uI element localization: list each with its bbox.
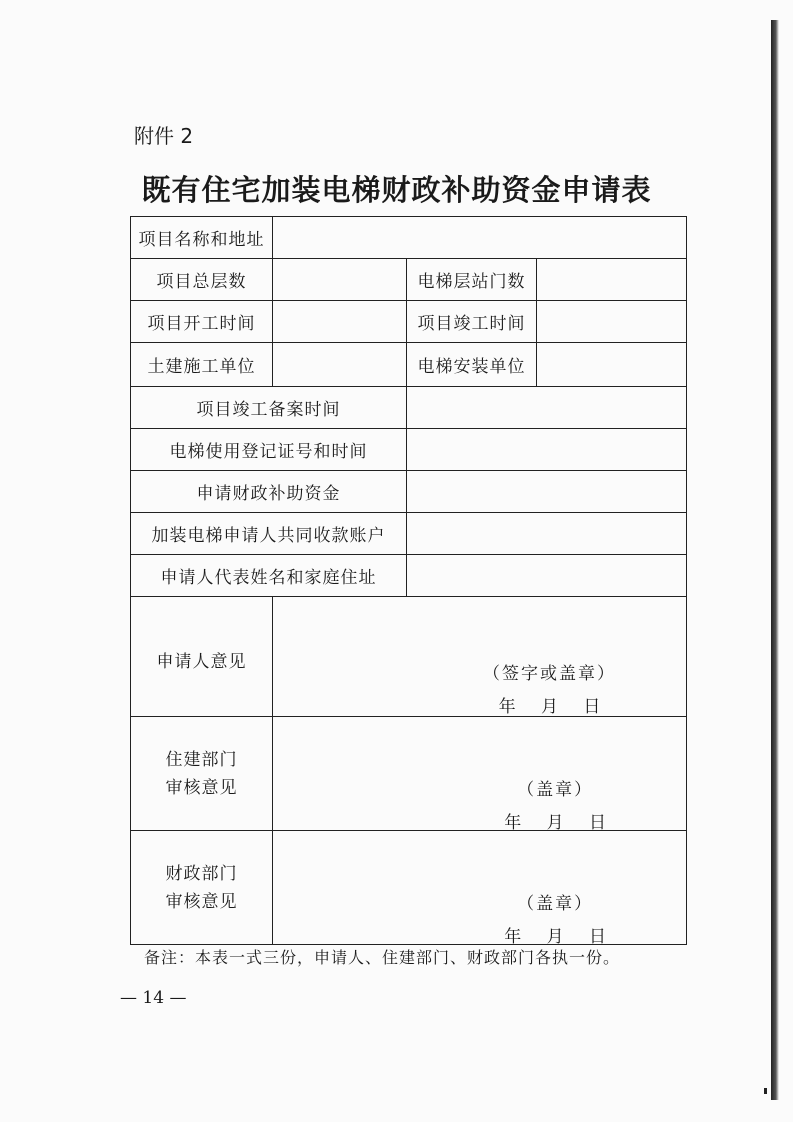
installation-unit-label: 电梯安装单位: [407, 343, 537, 387]
seal-label: （盖章）: [517, 780, 594, 800]
date-line: 年 月 日: [504, 927, 606, 947]
completion-filing-field[interactable]: [407, 387, 687, 429]
total-floors-label: 项目总层数: [131, 259, 273, 301]
applicant-opinion-label: 申请人意见: [131, 597, 273, 717]
construction-unit-label: 土建施工单位: [131, 343, 273, 387]
elevator-stops-field[interactable]: [537, 259, 687, 301]
application-form-table: [130, 216, 687, 945]
footnote: 备注：本表一式三份，申请人、住建部门、财政部门各执一份。: [144, 948, 621, 967]
form-row: [131, 555, 687, 597]
representative-label: 申请人代表姓名和家庭住址: [131, 555, 407, 597]
finance-opinion-field[interactable]: [273, 831, 687, 945]
form-row: [131, 343, 687, 387]
form-row: [131, 259, 687, 301]
form-row: [131, 513, 687, 555]
construction-unit-field[interactable]: [273, 343, 407, 387]
signature-block: [483, 659, 616, 717]
representative-field[interactable]: [407, 555, 687, 597]
subsidy-amount-label: 申请财政补助资金: [131, 471, 407, 513]
date-line: 年 月 日: [498, 697, 601, 717]
form-row-project: [131, 217, 687, 259]
project-name-field[interactable]: [273, 217, 687, 259]
account-label: 加装电梯申请人共同收款账户: [131, 513, 407, 555]
applicant-opinion-field[interactable]: [273, 597, 687, 717]
signature-block: [494, 889, 616, 947]
registration-field[interactable]: [407, 429, 687, 471]
project-name-label: 项目名称和地址: [131, 217, 273, 259]
finance-opinion-label: 财政部门 审核意见: [131, 831, 273, 945]
form-row: [131, 301, 687, 343]
elevator-stops-label: 电梯层站门数: [407, 259, 537, 301]
signature-block: [494, 775, 616, 833]
form-row: [131, 471, 687, 513]
page-number: — 14 —: [120, 988, 187, 1008]
installation-unit-field[interactable]: [537, 343, 687, 387]
form-row: [131, 387, 687, 429]
attachment-label: 附件 2: [134, 124, 194, 148]
completion-date-label: 项目竣工时间: [407, 301, 537, 343]
account-field[interactable]: [407, 513, 687, 555]
start-date-label: 项目开工时间: [131, 301, 273, 343]
form-title: 既有住宅加装电梯财政补助资金申请表: [141, 173, 652, 207]
housing-opinion-label: 住建部门 审核意见: [131, 717, 273, 831]
housing-opinion-field[interactable]: [273, 717, 687, 831]
opinion-row-housing: [131, 717, 687, 831]
seal-label: （签字或盖章）: [483, 664, 616, 684]
subsidy-amount-field[interactable]: [407, 471, 687, 513]
opinion-row-finance: [131, 831, 687, 945]
form-row: [131, 429, 687, 471]
completion-filing-label: 项目竣工备案时间: [131, 387, 407, 429]
seal-label: （盖章）: [517, 894, 594, 914]
opinion-row-applicant: [131, 597, 687, 717]
date-line: 年 月 日: [504, 813, 606, 833]
registration-label: 电梯使用登记证号和时间: [131, 429, 407, 471]
scan-mark: [764, 1088, 767, 1094]
total-floors-field[interactable]: [273, 259, 407, 301]
start-date-field[interactable]: [273, 301, 407, 343]
completion-date-field[interactable]: [537, 301, 687, 343]
